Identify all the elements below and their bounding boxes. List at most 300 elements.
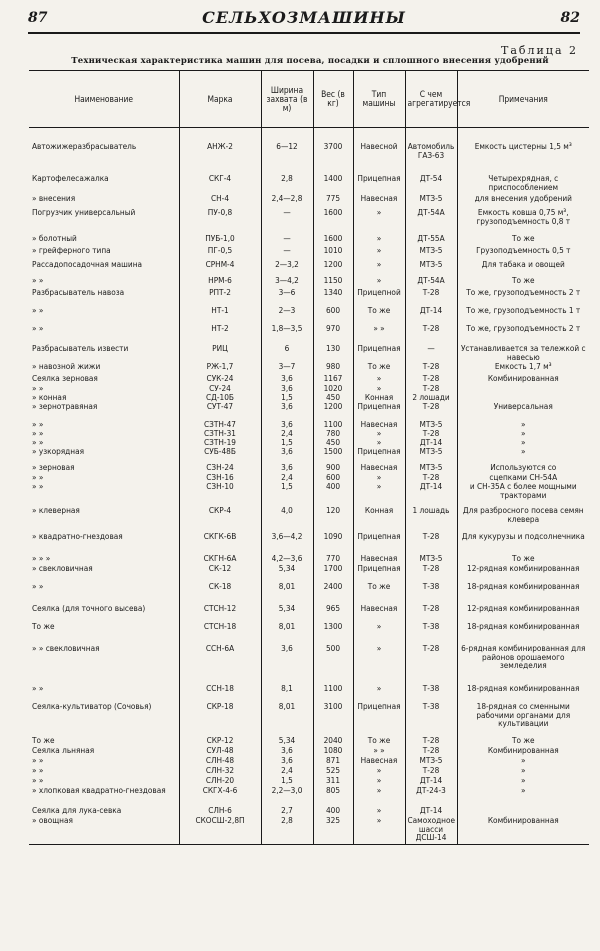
cell-name: » » » — [32, 554, 51, 563]
cell-type: То же — [353, 306, 405, 324]
col-header-type: Тип машины — [353, 71, 405, 128]
table-row — [29, 463, 589, 473]
cell-note: » — [457, 756, 589, 766]
cell-weight: 1167 — [313, 374, 353, 384]
cell-type: » — [353, 246, 405, 260]
cell-weight: 311 — [313, 776, 353, 786]
cell-note: Емкость цистерны 1,5 м³ — [457, 142, 589, 174]
cell-name: » хлопковая квадратно-гнездовая — [32, 786, 166, 795]
cell-width: 2,8 — [261, 174, 313, 194]
cell-mark: ССН-6А — [179, 644, 261, 684]
cell-note: То же, грузоподъемность 2 т — [457, 324, 589, 344]
cell-aggregate: Т-28 — [405, 402, 457, 420]
cell-type: » — [353, 816, 405, 844]
cell-width: 3—6 — [261, 288, 313, 306]
cell-note: Для кукурузы и подсолнечника — [457, 532, 589, 554]
cell-note: Устанавливается за тележкой с навесью — [457, 344, 589, 362]
cell-weight: 3100 — [313, 702, 353, 736]
cell-note: 18-рядная со сменными рабочими органами для культивации — [457, 702, 589, 736]
cell-weight: 1300 — [313, 622, 353, 644]
cell-aggregate: ДТ-14 — [405, 482, 457, 506]
table-header-row — [29, 71, 589, 128]
cell-aggregate: Т-28 — [405, 736, 457, 746]
cell-type: » — [353, 684, 405, 702]
table-row — [29, 532, 589, 554]
cell-note: » — [457, 766, 589, 776]
cell-width: 4,2—3,6 — [261, 554, 313, 564]
cell-note: То же, грузоподъемность 1 т — [457, 306, 589, 324]
cell-width: 3,6 — [261, 384, 313, 393]
table-row — [29, 684, 589, 702]
cell-type: Прицепная — [353, 402, 405, 420]
cell-name: » болотный — [32, 234, 77, 243]
cell-mark: ПУБ-1,0 — [179, 234, 261, 246]
cell-note: » — [457, 776, 589, 786]
cell-mark: СЗН-24 — [179, 463, 261, 473]
cell-note — [457, 393, 589, 402]
cell-aggregate: Т-38 — [405, 622, 457, 644]
cell-aggregate: Т-28 — [405, 644, 457, 684]
cell-type: » — [353, 806, 405, 816]
cell-weight: 525 — [313, 766, 353, 776]
cell-width: 8,01 — [261, 702, 313, 736]
cell-type: » — [353, 384, 405, 393]
cell-mark: СРНМ-4 — [179, 260, 261, 276]
cell-width: 1,5 — [261, 438, 313, 447]
cell-weight: 325 — [313, 816, 353, 844]
cell-note: То же — [457, 276, 589, 288]
cell-type: » » — [353, 324, 405, 344]
cell-aggregate: Т-38 — [405, 684, 457, 702]
table-body — [29, 128, 589, 845]
table-row — [29, 786, 589, 806]
cell-mark: РПТ-2 — [179, 288, 261, 306]
cell-note: для внесения удобрений — [457, 194, 589, 208]
cell-type: » » — [353, 746, 405, 756]
cell-width: 2,4 — [261, 473, 313, 482]
cell-mark: СУЛ-48 — [179, 746, 261, 756]
cell-width: 3,6 — [261, 374, 313, 384]
table-row — [29, 324, 589, 344]
table-row — [29, 142, 589, 174]
cell-weight: 2400 — [313, 582, 353, 604]
cell-aggregate: Т-28 — [405, 532, 457, 554]
cell-type: Прицепная — [353, 447, 405, 463]
cell-weight: 1100 — [313, 684, 353, 702]
cell-weight: 805 — [313, 786, 353, 806]
table-row — [29, 288, 589, 306]
cell-mark: СКОСШ-2,8П — [179, 816, 261, 844]
cell-width: 3,6 — [261, 746, 313, 756]
cell-type: » — [353, 260, 405, 276]
cell-mark: СКР-12 — [179, 736, 261, 746]
cell-type: » — [353, 473, 405, 482]
cell-name: » » — [32, 438, 44, 447]
cell-name: » » — [32, 473, 44, 482]
cell-mark: СУТ-47 — [179, 402, 261, 420]
cell-weight: 980 — [313, 362, 353, 374]
cell-weight: 770 — [313, 554, 353, 564]
cell-weight: 1100 — [313, 420, 353, 429]
cell-width: 2,4 — [261, 766, 313, 776]
cell-note: 6-рядная комбинированная для районов орошаемого земледелия — [457, 644, 589, 684]
cell-weight: 1200 — [313, 260, 353, 276]
cell-note: 18-рядная комбинированная — [457, 684, 589, 702]
cell-name: » зерновая — [32, 463, 75, 472]
table-row — [29, 564, 589, 582]
cell-aggregate: МТЗ-5 — [405, 260, 457, 276]
cell-name: Погрузчик универсальный — [32, 208, 136, 217]
cell-weight: 3700 — [313, 142, 353, 174]
cell-type: » — [353, 429, 405, 438]
cell-type: » — [353, 234, 405, 246]
cell-note: и СН-35А с более мощными тракторами — [457, 482, 589, 506]
cell-note: То же, грузоподъемность 2 т — [457, 288, 589, 306]
cell-width: 2,2—3,0 — [261, 786, 313, 806]
cell-weight: 600 — [313, 306, 353, 324]
cell-name: » » — [32, 429, 44, 438]
cell-type: Навесной — [353, 142, 405, 174]
cell-type: » — [353, 482, 405, 506]
cell-type: » — [353, 438, 405, 447]
cell-name: » » — [32, 684, 44, 693]
cell-weight: 1400 — [313, 174, 353, 194]
cell-width: — — [261, 246, 313, 260]
cell-type: » — [353, 766, 405, 776]
cell-width: 3—4,2 — [261, 276, 313, 288]
cell-note: Универсальная — [457, 402, 589, 420]
cell-name: Сеялка (для точного высева) — [32, 604, 146, 613]
cell-width: 3,6 — [261, 463, 313, 473]
table-row — [29, 306, 589, 324]
specs-table — [29, 70, 589, 845]
cell-mark: СК-18 — [179, 582, 261, 604]
table-row — [29, 776, 589, 786]
cell-width: 3,6 — [261, 402, 313, 420]
cell-note: То же — [457, 234, 589, 246]
cell-mark: СКР-4 — [179, 506, 261, 532]
cell-weight: 900 — [313, 463, 353, 473]
cell-weight: 400 — [313, 806, 353, 816]
cell-width: 1,5 — [261, 776, 313, 786]
cell-note: » — [457, 420, 589, 429]
cell-name: Разбрасыватель навоза — [32, 288, 125, 297]
cell-mark: СТСН-12 — [179, 604, 261, 622]
cell-type: » — [353, 776, 405, 786]
cell-width: 3,6 — [261, 644, 313, 684]
cell-width: 3,6 — [261, 756, 313, 766]
cell-note: сцепками СН-54А — [457, 473, 589, 482]
cell-mark: СЗТН-47 — [179, 420, 261, 429]
page-header — [28, 8, 580, 34]
table-row — [29, 736, 589, 746]
cell-type: » — [353, 786, 405, 806]
table-row — [29, 438, 589, 447]
cell-mark: СЗТН-19 — [179, 438, 261, 447]
table-row — [29, 276, 589, 288]
cell-name: » овощная — [32, 816, 73, 825]
cell-type: » — [353, 208, 405, 234]
cell-aggregate: ДТ-54А — [405, 276, 457, 288]
cell-mark: СЛН-32 — [179, 766, 261, 776]
cell-weight: 775 — [313, 194, 353, 208]
table-row — [29, 702, 589, 736]
cell-name: Рассадопосадочная машина — [32, 260, 143, 269]
cell-width: 2,4—2,8 — [261, 194, 313, 208]
cell-width: 5,34 — [261, 604, 313, 622]
table-row — [29, 208, 589, 234]
cell-aggregate: Т-28 — [405, 746, 457, 756]
cell-weight: 1020 — [313, 384, 353, 393]
cell-note: То же — [457, 554, 589, 564]
cell-name: » » — [32, 324, 44, 333]
cell-aggregate: ДТ-54 — [405, 174, 457, 194]
cell-aggregate: Автомобиль ГАЗ-63 — [405, 142, 457, 174]
cell-mark: СД-10Б — [179, 393, 261, 402]
cell-aggregate: 2 лошади — [405, 393, 457, 402]
cell-name: » грейферного типа — [32, 246, 111, 255]
cell-note: Грузоподъемность 0,5 т — [457, 246, 589, 260]
cell-mark: НТ-1 — [179, 306, 261, 324]
cell-weight: 1500 — [313, 447, 353, 463]
cell-mark: СУБ-48Б — [179, 447, 261, 463]
cell-note: То же — [457, 736, 589, 746]
cell-name: Картофелесажалка — [32, 174, 109, 183]
cell-mark: ССН-18 — [179, 684, 261, 702]
table-row — [29, 582, 589, 604]
col-header-weight: Вес (в кг) — [313, 71, 353, 128]
table-row — [29, 806, 589, 816]
cell-name: » свекловичная — [32, 564, 93, 573]
cell-width: 3,6 — [261, 420, 313, 429]
table-row — [29, 384, 589, 393]
cell-mark: ПГ-0,5 — [179, 246, 261, 260]
cell-mark: СКР-18 — [179, 702, 261, 736]
cell-width: 3,6—4,2 — [261, 532, 313, 554]
cell-aggregate: Т-38 — [405, 582, 457, 604]
cell-type: То же — [353, 582, 405, 604]
cell-aggregate: Т-28 — [405, 324, 457, 344]
cell-width: — — [261, 234, 313, 246]
cell-name: » » — [32, 482, 44, 491]
cell-name: » » — [32, 306, 44, 315]
cell-mark: РИЦ — [179, 344, 261, 362]
col-header-width: Ширина захвата (в м) — [261, 71, 313, 128]
col-header-notes: Примечания — [457, 71, 589, 128]
cell-note: » — [457, 786, 589, 806]
cell-name: » » свекловичная — [32, 644, 100, 653]
table-row — [29, 554, 589, 564]
cell-aggregate: МТЗ-5 — [405, 420, 457, 429]
cell-aggregate: ДТ-54А — [405, 208, 457, 234]
cell-width: 2,7 — [261, 806, 313, 816]
cell-type: » — [353, 644, 405, 684]
table-row — [29, 506, 589, 532]
cell-mark: СУК-24 — [179, 374, 261, 384]
cell-weight: 965 — [313, 604, 353, 622]
cell-name: » » — [32, 582, 44, 591]
cell-name: Сеялка-культиватор (Сочовья) — [32, 702, 152, 711]
cell-note: 12-рядная комбинированная — [457, 564, 589, 582]
cell-type: Навесная — [353, 554, 405, 564]
cell-mark: СЛН-20 — [179, 776, 261, 786]
cell-aggregate: Т-38 — [405, 702, 457, 736]
cell-type: Конная — [353, 506, 405, 532]
cell-width: 8,01 — [261, 582, 313, 604]
cell-aggregate: Т-28 — [405, 362, 457, 374]
cell-aggregate: ДТ-14 — [405, 438, 457, 447]
cell-type: Навесная — [353, 194, 405, 208]
cell-name: » » — [32, 420, 44, 429]
cell-name: » конная — [32, 393, 67, 402]
cell-name: » навозной жижи — [32, 362, 101, 371]
cell-width: 3—7 — [261, 362, 313, 374]
cell-weight: 500 — [313, 644, 353, 684]
cell-width: 5,34 — [261, 736, 313, 746]
cell-name: » квадратно-гнездовая — [32, 532, 123, 541]
cell-name: То же — [32, 736, 55, 745]
cell-mark: СЗН-10 — [179, 482, 261, 506]
cell-note: Четырехрядная, с приспособлением — [457, 174, 589, 194]
cell-type: Навесная — [353, 420, 405, 429]
cell-aggregate: Т-28 — [405, 374, 457, 384]
cell-weight: 1200 — [313, 402, 353, 420]
page-number-right: 82 — [560, 10, 580, 26]
table-row — [29, 344, 589, 362]
cell-weight: 1080 — [313, 746, 353, 756]
cell-aggregate: МТЗ-5 — [405, 554, 457, 564]
table-row — [29, 604, 589, 622]
table-row — [29, 766, 589, 776]
table-caption: Техническая характеристика машин для посева, посадки и сплошного внесения удобрений — [71, 56, 549, 66]
cell-width: 6 — [261, 344, 313, 362]
cell-note — [457, 806, 589, 816]
table-row — [29, 420, 589, 429]
col-header-mark: Марка — [179, 71, 261, 128]
cell-weight: 2040 — [313, 736, 353, 746]
cell-aggregate: Т-28 — [405, 384, 457, 393]
cell-aggregate: Т-28 — [405, 564, 457, 582]
cell-aggregate: МТЗ-5 — [405, 463, 457, 473]
cell-mark: СКГХ-4-6 — [179, 786, 261, 806]
cell-type: То же — [353, 362, 405, 374]
cell-weight: 1600 — [313, 208, 353, 234]
cell-note — [457, 384, 589, 393]
cell-aggregate: — — [405, 344, 457, 362]
col-header-name: Наименование — [29, 71, 179, 128]
cell-mark: СТСН-18 — [179, 622, 261, 644]
cell-name: Автожижеразбрасыватель — [32, 142, 137, 151]
table-row — [29, 374, 589, 384]
cell-width: — — [261, 208, 313, 234]
cell-aggregate: ДТ-14 — [405, 306, 457, 324]
cell-type: То же — [353, 736, 405, 746]
cell-aggregate: 1 лошадь — [405, 506, 457, 532]
cell-aggregate: Т-28 — [405, 473, 457, 482]
cell-mark: АНЖ-2 — [179, 142, 261, 174]
cell-weight: 970 — [313, 324, 353, 344]
cell-weight: 120 — [313, 506, 353, 532]
cell-name: » зернотравяная — [32, 402, 98, 411]
cell-name: Разбрасыватель извести — [32, 344, 129, 353]
cell-width: 2—3 — [261, 306, 313, 324]
cell-note: Комбинированная — [457, 816, 589, 844]
cell-width: 2,8 — [261, 816, 313, 844]
cell-note: » — [457, 429, 589, 438]
cell-aggregate: Т-28 — [405, 288, 457, 306]
cell-note: » — [457, 447, 589, 463]
cell-name: » » — [32, 384, 44, 393]
cell-type: Прицепная — [353, 174, 405, 194]
table-row — [29, 644, 589, 684]
cell-weight: 1700 — [313, 564, 353, 582]
cell-type: Прицепная — [353, 564, 405, 582]
table-row — [29, 362, 589, 374]
table-row — [29, 260, 589, 276]
cell-aggregate: Т-28 — [405, 604, 457, 622]
table-row — [29, 246, 589, 260]
cell-type: Прицепная — [353, 344, 405, 362]
cell-type: » — [353, 374, 405, 384]
cell-type: Конная — [353, 393, 405, 402]
cell-aggregate: ДТ-24-3 — [405, 786, 457, 806]
cell-name: » узкорядная — [32, 447, 85, 456]
cell-note: Для табака и овощей — [457, 260, 589, 276]
cell-weight: 130 — [313, 344, 353, 362]
cell-aggregate: ДТ-14 — [405, 776, 457, 786]
cell-aggregate: Самоходное шасси ДСШ-14 — [405, 816, 457, 844]
cell-aggregate: МТЗ-5 — [405, 756, 457, 766]
cell-width: 1,5 — [261, 482, 313, 506]
table-spacer-row — [29, 128, 589, 143]
cell-mark: СН-4 — [179, 194, 261, 208]
cell-aggregate: МТЗ-5 — [405, 194, 457, 208]
cell-mark: НРМ-6 — [179, 276, 261, 288]
table-row — [29, 393, 589, 402]
cell-mark: ПУ-0,8 — [179, 208, 261, 234]
cell-mark: СК-12 — [179, 564, 261, 582]
cell-aggregate: ДТ-14 — [405, 806, 457, 816]
cell-name: » » — [32, 276, 44, 285]
cell-aggregate: Т-28 — [405, 766, 457, 776]
cell-weight: 450 — [313, 438, 353, 447]
cell-weight: 450 — [313, 393, 353, 402]
cell-mark: СЛН-48 — [179, 756, 261, 766]
cell-type: Навесная — [353, 604, 405, 622]
cell-type: » — [353, 622, 405, 644]
cell-name: » » — [32, 776, 44, 785]
cell-name: » внесения — [32, 194, 76, 203]
cell-note: Используются со — [457, 463, 589, 473]
cell-weight: 1150 — [313, 276, 353, 288]
table-row — [29, 816, 589, 844]
table-row — [29, 756, 589, 766]
cell-note: 18-рядная комбинированная — [457, 582, 589, 604]
table-row — [29, 746, 589, 756]
cell-type: » — [353, 276, 405, 288]
cell-mark: РЖ-1,7 — [179, 362, 261, 374]
cell-weight: 1010 — [313, 246, 353, 260]
cell-width: 6—12 — [261, 142, 313, 174]
cell-weight: 1600 — [313, 234, 353, 246]
table-row — [29, 234, 589, 246]
running-title: СЕЛЬХОЗМАШИНЫ — [202, 8, 406, 27]
cell-mark: СЗТН-31 — [179, 429, 261, 438]
table-row — [29, 473, 589, 482]
cell-name: » » — [32, 756, 44, 765]
cell-note: Комбинированная — [457, 374, 589, 384]
cell-weight: 780 — [313, 429, 353, 438]
